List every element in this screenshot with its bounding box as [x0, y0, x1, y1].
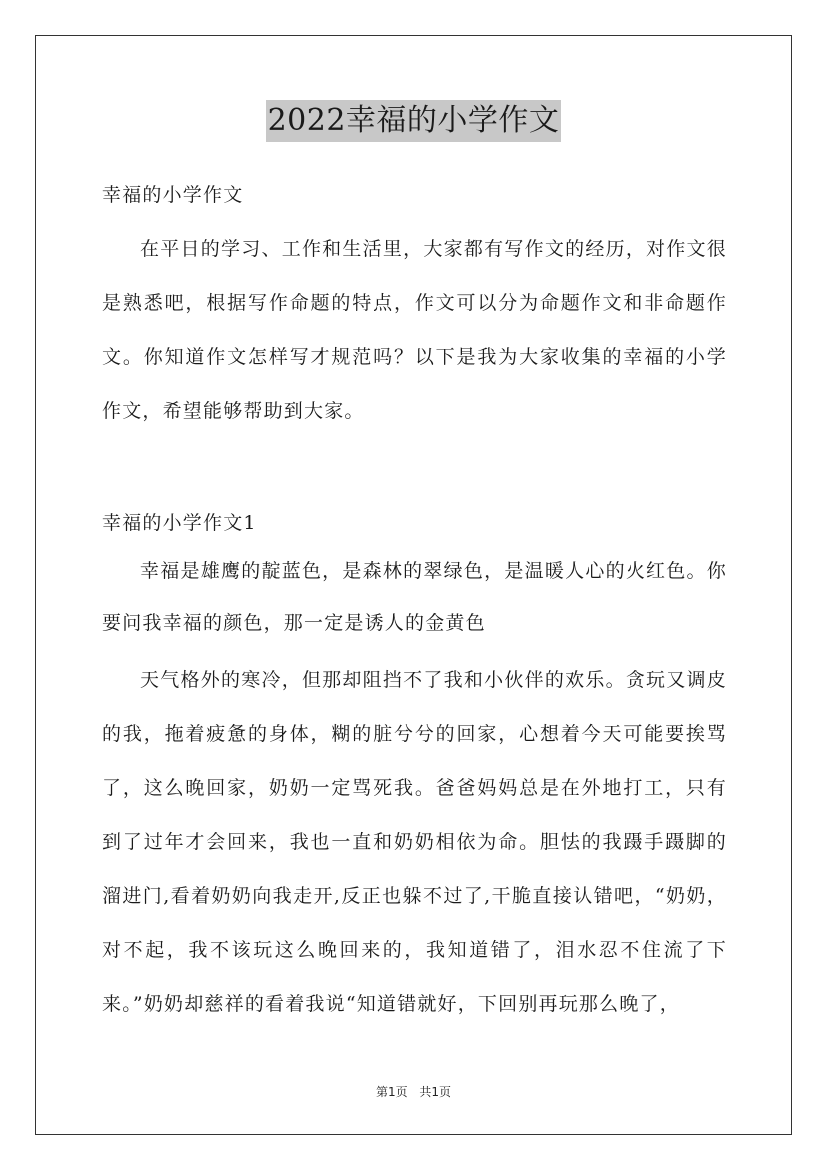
- title-container: [0, 100, 827, 142]
- section-heading: 幸福的小学作文1: [102, 512, 257, 534]
- intro-paragraph: 在平日的学习、工作和生活里，大家都有写作文的经历，对作文很是熟悉吧，根据写作命题的特点，作文可以分为命题作文和非命题作文。你知道作文怎样写才规范吗？以下是我为大家收集的幸福的小学作文，希望能够帮助到大家。: [102, 238, 727, 422]
- paragraph-2: 天气格外的寒冷，但那却阻挡不了我和小伙伴的欢乐。贪玩又调皮的我，拖着疲惫的身体，糊的脏兮兮的回家，心想着今天可能要挨骂了，这么晚回家，奶奶一定骂死我。爸爸妈妈总是在外地打工，只有到了过年才会回来，我也一直和奶奶相依为命。胆怯的我蹑手蹑脚的溜进门,看着奶奶向我走开,反正也躲不过了,干脆直接认错吧，“奶奶，对不起，我不该玩这么晚回来的，我知道错了，泪水忍不住流了下来。”奶奶却慈祥的看着我说“知道错就好，下回别再玩那么晚了，: [102, 669, 727, 1015]
- document-heading: 幸福的小学作文: [102, 184, 244, 206]
- page-number: 第1页: [375, 1085, 408, 1099]
- page-footer: [0, 1083, 827, 1100]
- document-title: 2022幸福的小学作文: [266, 100, 562, 142]
- paragraph-1: 幸福是雄鹰的靛蓝色，是森林的翠绿色，是温暖人心的火红色。你要问我幸福的颜色，那一定是诱人的金黄色: [102, 560, 727, 634]
- page-total: 共1页: [419, 1085, 452, 1099]
